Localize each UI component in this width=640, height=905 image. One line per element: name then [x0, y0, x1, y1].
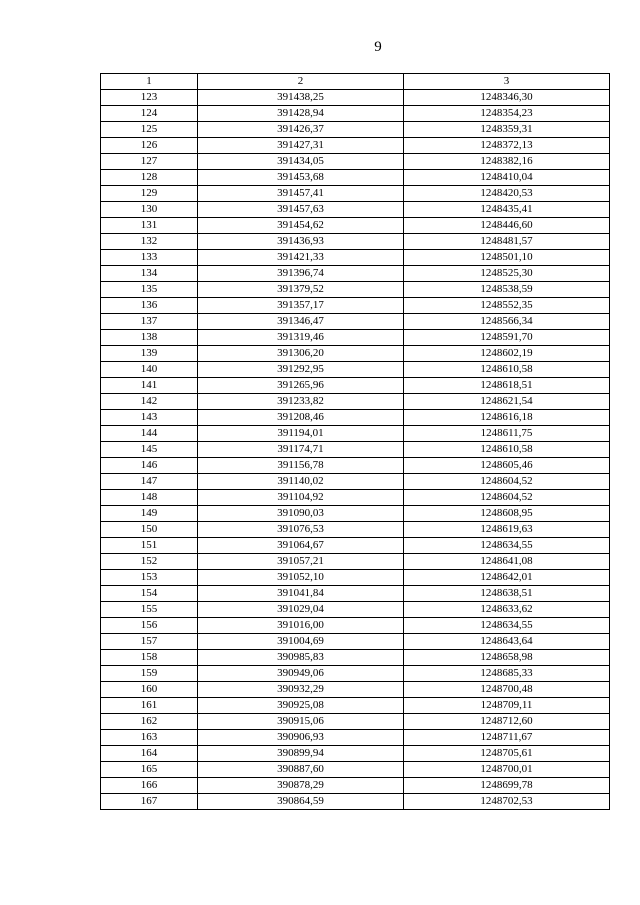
x-coordinate-cell: 391357,17 — [198, 298, 404, 314]
table-row — [101, 426, 610, 442]
table-row — [101, 666, 610, 682]
table-row — [101, 90, 610, 106]
table-row — [101, 202, 610, 218]
y-coordinate-cell: 1248702,53 — [404, 794, 610, 810]
table-row — [101, 490, 610, 506]
y-coordinate-cell: 1248354,23 — [404, 106, 610, 122]
x-coordinate-cell: 391426,37 — [198, 122, 404, 138]
table-row — [101, 330, 610, 346]
x-coordinate-cell: 390887,60 — [198, 762, 404, 778]
table-row — [101, 618, 610, 634]
y-coordinate-cell: 1248608,95 — [404, 506, 610, 522]
table-row — [101, 650, 610, 666]
y-coordinate-cell: 1248705,61 — [404, 746, 610, 762]
x-coordinate-cell: 391292,95 — [198, 362, 404, 378]
x-coordinate-cell: 391436,93 — [198, 234, 404, 250]
table-row — [101, 698, 610, 714]
table-row — [101, 634, 610, 650]
y-coordinate-cell: 1248621,54 — [404, 394, 610, 410]
table-row — [101, 346, 610, 362]
point-number-cell: 148 — [101, 490, 198, 506]
y-coordinate-cell: 1248619,63 — [404, 522, 610, 538]
y-coordinate-cell: 1248446,60 — [404, 218, 610, 234]
point-number-cell: 165 — [101, 762, 198, 778]
y-coordinate-cell: 1248420,53 — [404, 186, 610, 202]
point-number-cell: 142 — [101, 394, 198, 410]
table-row — [101, 138, 610, 154]
y-coordinate-cell: 1248538,59 — [404, 282, 610, 298]
point-number-cell: 138 — [101, 330, 198, 346]
y-coordinate-cell: 1248633,62 — [404, 602, 610, 618]
point-number-cell: 131 — [101, 218, 198, 234]
point-number-cell: 130 — [101, 202, 198, 218]
x-coordinate-cell: 391090,03 — [198, 506, 404, 522]
y-coordinate-cell: 1248634,55 — [404, 538, 610, 554]
table-row — [101, 474, 610, 490]
table-header-row — [101, 74, 610, 90]
table-row — [101, 250, 610, 266]
x-coordinate-cell: 390878,29 — [198, 778, 404, 794]
y-coordinate-cell: 1248435,41 — [404, 202, 610, 218]
x-coordinate-cell: 390906,93 — [198, 730, 404, 746]
x-coordinate-cell: 391319,46 — [198, 330, 404, 346]
point-number-cell: 123 — [101, 90, 198, 106]
point-number-cell: 157 — [101, 634, 198, 650]
point-number-cell: 166 — [101, 778, 198, 794]
y-coordinate-cell: 1248642,01 — [404, 570, 610, 586]
table-row — [101, 506, 610, 522]
table-row — [101, 602, 610, 618]
x-coordinate-cell: 391052,10 — [198, 570, 404, 586]
x-coordinate-cell: 391004,69 — [198, 634, 404, 650]
point-number-cell: 134 — [101, 266, 198, 282]
x-coordinate-cell: 391041,84 — [198, 586, 404, 602]
table-row — [101, 106, 610, 122]
x-coordinate-cell: 391029,04 — [198, 602, 404, 618]
point-number-cell: 128 — [101, 170, 198, 186]
x-coordinate-cell: 391453,68 — [198, 170, 404, 186]
y-coordinate-cell: 1248712,60 — [404, 714, 610, 730]
y-coordinate-cell: 1248382,16 — [404, 154, 610, 170]
table-row — [101, 394, 610, 410]
table-row — [101, 554, 610, 570]
y-coordinate-cell: 1248618,51 — [404, 378, 610, 394]
x-coordinate-cell: 390985,83 — [198, 650, 404, 666]
y-coordinate-cell: 1248604,52 — [404, 490, 610, 506]
x-coordinate-cell: 391233,82 — [198, 394, 404, 410]
table-row — [101, 266, 610, 282]
point-number-cell: 161 — [101, 698, 198, 714]
table-row — [101, 586, 610, 602]
table-row — [101, 170, 610, 186]
point-number-cell: 153 — [101, 570, 198, 586]
point-number-cell: 160 — [101, 682, 198, 698]
y-coordinate-cell: 1248643,64 — [404, 634, 610, 650]
table-row — [101, 154, 610, 170]
x-coordinate-cell: 391427,31 — [198, 138, 404, 154]
table-row — [101, 746, 610, 762]
point-number-cell: 143 — [101, 410, 198, 426]
table-row — [101, 730, 610, 746]
y-coordinate-cell: 1248685,33 — [404, 666, 610, 682]
table-row — [101, 762, 610, 778]
x-coordinate-cell: 390949,06 — [198, 666, 404, 682]
table-row — [101, 218, 610, 234]
x-coordinate-cell: 391379,52 — [198, 282, 404, 298]
table-row — [101, 298, 610, 314]
table-body — [101, 90, 610, 810]
point-number-cell: 154 — [101, 586, 198, 602]
y-coordinate-cell: 1248552,35 — [404, 298, 610, 314]
point-number-cell: 146 — [101, 458, 198, 474]
x-coordinate-cell: 391016,00 — [198, 618, 404, 634]
x-coordinate-cell: 391156,78 — [198, 458, 404, 474]
point-number-cell: 132 — [101, 234, 198, 250]
point-number-cell: 162 — [101, 714, 198, 730]
y-coordinate-cell: 1248346,30 — [404, 90, 610, 106]
y-coordinate-cell: 1248372,13 — [404, 138, 610, 154]
y-coordinate-cell: 1248610,58 — [404, 362, 610, 378]
point-number-cell: 158 — [101, 650, 198, 666]
x-coordinate-cell: 390915,06 — [198, 714, 404, 730]
x-coordinate-cell: 391076,53 — [198, 522, 404, 538]
point-number-cell: 139 — [101, 346, 198, 362]
table-row — [101, 778, 610, 794]
point-number-cell: 129 — [101, 186, 198, 202]
x-coordinate-cell: 391057,21 — [198, 554, 404, 570]
y-coordinate-cell: 1248501,10 — [404, 250, 610, 266]
x-coordinate-cell: 390899,94 — [198, 746, 404, 762]
table-row — [101, 522, 610, 538]
y-coordinate-cell: 1248611,75 — [404, 426, 610, 442]
y-coordinate-cell: 1248700,48 — [404, 682, 610, 698]
x-coordinate-cell: 391438,25 — [198, 90, 404, 106]
y-coordinate-cell: 1248602,19 — [404, 346, 610, 362]
y-coordinate-cell: 1248605,46 — [404, 458, 610, 474]
y-coordinate-cell: 1248658,98 — [404, 650, 610, 666]
table-row — [101, 410, 610, 426]
y-coordinate-cell: 1248525,30 — [404, 266, 610, 282]
y-coordinate-cell: 1248709,11 — [404, 698, 610, 714]
y-coordinate-cell: 1248591,70 — [404, 330, 610, 346]
x-coordinate-cell: 391346,47 — [198, 314, 404, 330]
table-row — [101, 458, 610, 474]
y-coordinate-cell: 1248604,52 — [404, 474, 610, 490]
table-row — [101, 570, 610, 586]
x-coordinate-cell: 391428,94 — [198, 106, 404, 122]
x-coordinate-cell: 391064,67 — [198, 538, 404, 554]
x-coordinate-cell: 390925,08 — [198, 698, 404, 714]
table-row — [101, 378, 610, 394]
point-number-cell: 133 — [101, 250, 198, 266]
point-number-cell: 135 — [101, 282, 198, 298]
table-row — [101, 314, 610, 330]
table-row — [101, 442, 610, 458]
x-coordinate-cell: 391104,92 — [198, 490, 404, 506]
point-number-cell: 125 — [101, 122, 198, 138]
point-number-cell: 124 — [101, 106, 198, 122]
x-coordinate-cell: 391306,20 — [198, 346, 404, 362]
y-coordinate-cell: 1248610,58 — [404, 442, 610, 458]
table-row — [101, 714, 610, 730]
point-number-cell: 156 — [101, 618, 198, 634]
x-coordinate-cell: 391421,33 — [198, 250, 404, 266]
table-row — [101, 234, 610, 250]
point-number-cell: 155 — [101, 602, 198, 618]
x-coordinate-cell: 391174,71 — [198, 442, 404, 458]
x-coordinate-cell: 391208,46 — [198, 410, 404, 426]
point-number-cell: 152 — [101, 554, 198, 570]
y-coordinate-cell: 1248699,78 — [404, 778, 610, 794]
point-number-cell: 126 — [101, 138, 198, 154]
point-number-cell: 137 — [101, 314, 198, 330]
point-number-cell: 159 — [101, 666, 198, 682]
y-coordinate-cell: 1248634,55 — [404, 618, 610, 634]
y-coordinate-cell: 1248410,04 — [404, 170, 610, 186]
table-row — [101, 538, 610, 554]
column-header-x-coordinate: 2 — [198, 74, 404, 90]
point-number-cell: 136 — [101, 298, 198, 314]
point-number-cell: 163 — [101, 730, 198, 746]
coordinates-table — [100, 73, 610, 810]
point-number-cell: 140 — [101, 362, 198, 378]
x-coordinate-cell: 391140,02 — [198, 474, 404, 490]
point-number-cell: 141 — [101, 378, 198, 394]
point-number-cell: 149 — [101, 506, 198, 522]
x-coordinate-cell: 391434,05 — [198, 154, 404, 170]
y-coordinate-cell: 1248638,51 — [404, 586, 610, 602]
y-coordinate-cell: 1248616,18 — [404, 410, 610, 426]
y-coordinate-cell: 1248359,31 — [404, 122, 610, 138]
table-row — [101, 122, 610, 138]
point-number-cell: 147 — [101, 474, 198, 490]
point-number-cell: 167 — [101, 794, 198, 810]
x-coordinate-cell: 391457,41 — [198, 186, 404, 202]
column-header-point-number: 1 — [101, 74, 198, 90]
point-number-cell: 150 — [101, 522, 198, 538]
x-coordinate-cell: 390932,29 — [198, 682, 404, 698]
point-number-cell: 164 — [101, 746, 198, 762]
y-coordinate-cell: 1248566,34 — [404, 314, 610, 330]
x-coordinate-cell: 390864,59 — [198, 794, 404, 810]
x-coordinate-cell: 391194,01 — [198, 426, 404, 442]
point-number-cell: 145 — [101, 442, 198, 458]
x-coordinate-cell: 391396,74 — [198, 266, 404, 282]
x-coordinate-cell: 391457,63 — [198, 202, 404, 218]
table-row — [101, 282, 610, 298]
column-header-y-coordinate: 3 — [404, 74, 610, 90]
table-row — [101, 682, 610, 698]
y-coordinate-cell: 1248641,08 — [404, 554, 610, 570]
table-row — [101, 362, 610, 378]
page-number: 9 — [374, 39, 382, 55]
y-coordinate-cell: 1248700,01 — [404, 762, 610, 778]
point-number-cell: 127 — [101, 154, 198, 170]
y-coordinate-cell: 1248481,57 — [404, 234, 610, 250]
table-row — [101, 794, 610, 810]
point-number-cell: 144 — [101, 426, 198, 442]
x-coordinate-cell: 391265,96 — [198, 378, 404, 394]
x-coordinate-cell: 391454,62 — [198, 218, 404, 234]
point-number-cell: 151 — [101, 538, 198, 554]
y-coordinate-cell: 1248711,67 — [404, 730, 610, 746]
table-row — [101, 186, 610, 202]
